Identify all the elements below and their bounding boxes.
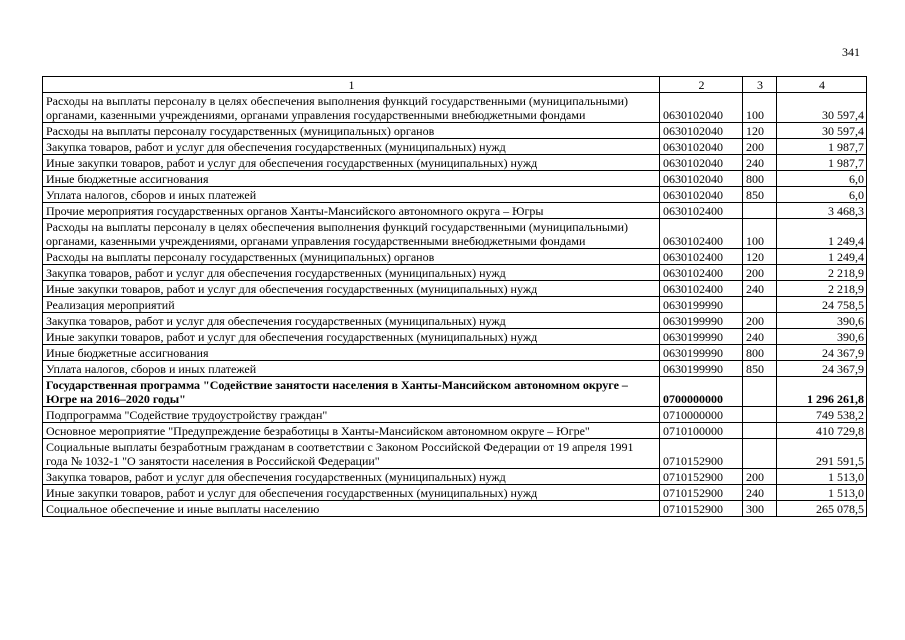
row-target-code: 0630199990 — [660, 345, 743, 361]
row-description: Закупка товаров, работ и услуг для обеспечения государственных (муниципальных) нужд — [43, 469, 660, 485]
row-expense-type: 200 — [743, 313, 777, 329]
table-body — [43, 93, 867, 517]
table-row — [43, 203, 867, 219]
row-target-code: 0630199990 — [660, 361, 743, 377]
row-description: Уплата налогов, сборов и иных платежей — [43, 187, 660, 203]
row-expense-type: 200 — [743, 139, 777, 155]
row-amount: 265 078,5 — [777, 501, 867, 517]
column-header-amount: 4 — [777, 77, 867, 93]
column-header-code: 2 — [660, 77, 743, 93]
row-amount: 1 249,4 — [777, 249, 867, 265]
row-target-code: 0630199990 — [660, 297, 743, 313]
row-expense-type — [743, 203, 777, 219]
row-expense-type — [743, 377, 777, 407]
table-row — [43, 329, 867, 345]
row-expense-type: 850 — [743, 187, 777, 203]
row-expense-type: 240 — [743, 155, 777, 171]
row-target-code: 0710152900 — [660, 485, 743, 501]
row-amount: 6,0 — [777, 171, 867, 187]
row-target-code: 0630102040 — [660, 123, 743, 139]
row-amount: 749 538,2 — [777, 407, 867, 423]
table-row — [43, 361, 867, 377]
row-amount: 1 296 261,8 — [777, 377, 867, 407]
table-row — [43, 501, 867, 517]
row-target-code: 0630102040 — [660, 171, 743, 187]
row-expense-type: 240 — [743, 485, 777, 501]
table-row — [43, 171, 867, 187]
table-row — [43, 265, 867, 281]
row-description: Подпрограмма "Содействие трудоустройству граждан" — [43, 407, 660, 423]
table-row — [43, 281, 867, 297]
table-row — [43, 423, 867, 439]
row-target-code: 0630102400 — [660, 265, 743, 281]
table-header-row — [43, 77, 867, 93]
row-target-code: 0710000000 — [660, 407, 743, 423]
row-description: Иные закупки товаров, работ и услуг для обеспечения государственных (муниципальных) нужд — [43, 485, 660, 501]
row-target-code: 0710152900 — [660, 501, 743, 517]
row-description: Иные бюджетные ассигнования — [43, 171, 660, 187]
row-amount: 390,6 — [777, 313, 867, 329]
row-description: Уплата налогов, сборов и иных платежей — [43, 361, 660, 377]
row-expense-type: 200 — [743, 265, 777, 281]
row-target-code: 0630102400 — [660, 281, 743, 297]
row-expense-type: 200 — [743, 469, 777, 485]
row-expense-type: 300 — [743, 501, 777, 517]
table-row — [43, 93, 867, 123]
row-amount: 24 758,5 — [777, 297, 867, 313]
table-row — [43, 469, 867, 485]
table-row — [43, 249, 867, 265]
row-amount: 30 597,4 — [777, 93, 867, 123]
row-description: Расходы на выплаты персоналу в целях обеспечения выполнения функций государственными (муниципальными) органами, казенными учреждениями, органами управления государственными внебюджетными фондами — [43, 219, 660, 249]
table-row — [43, 345, 867, 361]
row-amount: 1 249,4 — [777, 219, 867, 249]
budget-table — [42, 76, 867, 517]
row-description: Иные закупки товаров, работ и услуг для обеспечения государственных (муниципальных) нужд — [43, 281, 660, 297]
row-description: Социальные выплаты безработным гражданам в соответствии с Законом Российской Федерации от 19 апреля 1991 года № 1032-1 "О занятости населения в Российской Федерации" — [43, 439, 660, 469]
row-description: Расходы на выплаты персоналу в целях обеспечения выполнения функций государственными (муниципальными) органами, казенными учреждениями, органами управления государственными внебюджетными фондами — [43, 93, 660, 123]
table-row — [43, 297, 867, 313]
row-expense-type: 800 — [743, 345, 777, 361]
row-target-code: 0710152900 — [660, 469, 743, 485]
table-row — [43, 219, 867, 249]
column-header-expense-type: 3 — [743, 77, 777, 93]
table-row — [43, 377, 867, 407]
row-target-code: 0630102040 — [660, 155, 743, 171]
row-amount: 1 987,7 — [777, 139, 867, 155]
table-row — [43, 407, 867, 423]
row-target-code: 0630102040 — [660, 187, 743, 203]
row-target-code: 0630199990 — [660, 313, 743, 329]
row-expense-type: 100 — [743, 93, 777, 123]
column-header-description: 1 — [43, 77, 660, 93]
row-description: Государственная программа "Содействие занятости населения в Ханты-Мансийском автономном округе – Югре на 2016–2020 годы" — [43, 377, 660, 407]
row-description: Основное мероприятие "Предупреждение безработицы в Ханты-Мансийском автономном округе – Югре" — [43, 423, 660, 439]
row-description: Реализация мероприятий — [43, 297, 660, 313]
row-amount: 24 367,9 — [777, 345, 867, 361]
row-target-code: 0630102040 — [660, 93, 743, 123]
row-amount: 3 468,3 — [777, 203, 867, 219]
row-expense-type: 850 — [743, 361, 777, 377]
row-expense-type: 100 — [743, 219, 777, 249]
row-expense-type: 240 — [743, 281, 777, 297]
row-target-code: 0710152900 — [660, 439, 743, 469]
row-target-code: 0710100000 — [660, 423, 743, 439]
row-description: Закупка товаров, работ и услуг для обеспечения государственных (муниципальных) нужд — [43, 139, 660, 155]
table-row — [43, 123, 867, 139]
row-description: Прочие мероприятия государственных органов Ханты-Мансийского автономного округа – Югры — [43, 203, 660, 219]
table-row — [43, 313, 867, 329]
table-row — [43, 439, 867, 469]
table-row — [43, 485, 867, 501]
row-description: Иные закупки товаров, работ и услуг для обеспечения государственных (муниципальных) нужд — [43, 155, 660, 171]
row-expense-type: 120 — [743, 249, 777, 265]
row-expense-type — [743, 407, 777, 423]
row-amount: 390,6 — [777, 329, 867, 345]
row-amount: 6,0 — [777, 187, 867, 203]
row-description: Расходы на выплаты персоналу государственных (муниципальных) органов — [43, 249, 660, 265]
row-amount: 2 218,9 — [777, 265, 867, 281]
row-expense-type: 800 — [743, 171, 777, 187]
row-target-code: 0630102400 — [660, 219, 743, 249]
table-row — [43, 139, 867, 155]
row-amount: 1 513,0 — [777, 469, 867, 485]
row-amount: 2 218,9 — [777, 281, 867, 297]
row-target-code: 0630199990 — [660, 329, 743, 345]
row-amount: 1 987,7 — [777, 155, 867, 171]
row-amount: 24 367,9 — [777, 361, 867, 377]
page-number: 341 — [842, 45, 860, 59]
row-amount: 1 513,0 — [777, 485, 867, 501]
row-description: Иные бюджетные ассигнования — [43, 345, 660, 361]
row-expense-type: 240 — [743, 329, 777, 345]
row-expense-type — [743, 439, 777, 469]
row-description: Иные закупки товаров, работ и услуг для обеспечения государственных (муниципальных) нужд — [43, 329, 660, 345]
row-expense-type — [743, 423, 777, 439]
row-amount: 30 597,4 — [777, 123, 867, 139]
row-description: Закупка товаров, работ и услуг для обеспечения государственных (муниципальных) нужд — [43, 313, 660, 329]
row-expense-type: 120 — [743, 123, 777, 139]
row-amount: 410 729,8 — [777, 423, 867, 439]
table-row — [43, 187, 867, 203]
row-target-code: 0630102400 — [660, 203, 743, 219]
row-description: Расходы на выплаты персоналу государственных (муниципальных) органов — [43, 123, 660, 139]
row-expense-type — [743, 297, 777, 313]
row-target-code: 0700000000 — [660, 377, 743, 407]
table-row — [43, 155, 867, 171]
row-description: Социальное обеспечение и иные выплаты населению — [43, 501, 660, 517]
row-description: Закупка товаров, работ и услуг для обеспечения государственных (муниципальных) нужд — [43, 265, 660, 281]
row-target-code: 0630102040 — [660, 139, 743, 155]
row-amount: 291 591,5 — [777, 439, 867, 469]
row-target-code: 0630102400 — [660, 249, 743, 265]
